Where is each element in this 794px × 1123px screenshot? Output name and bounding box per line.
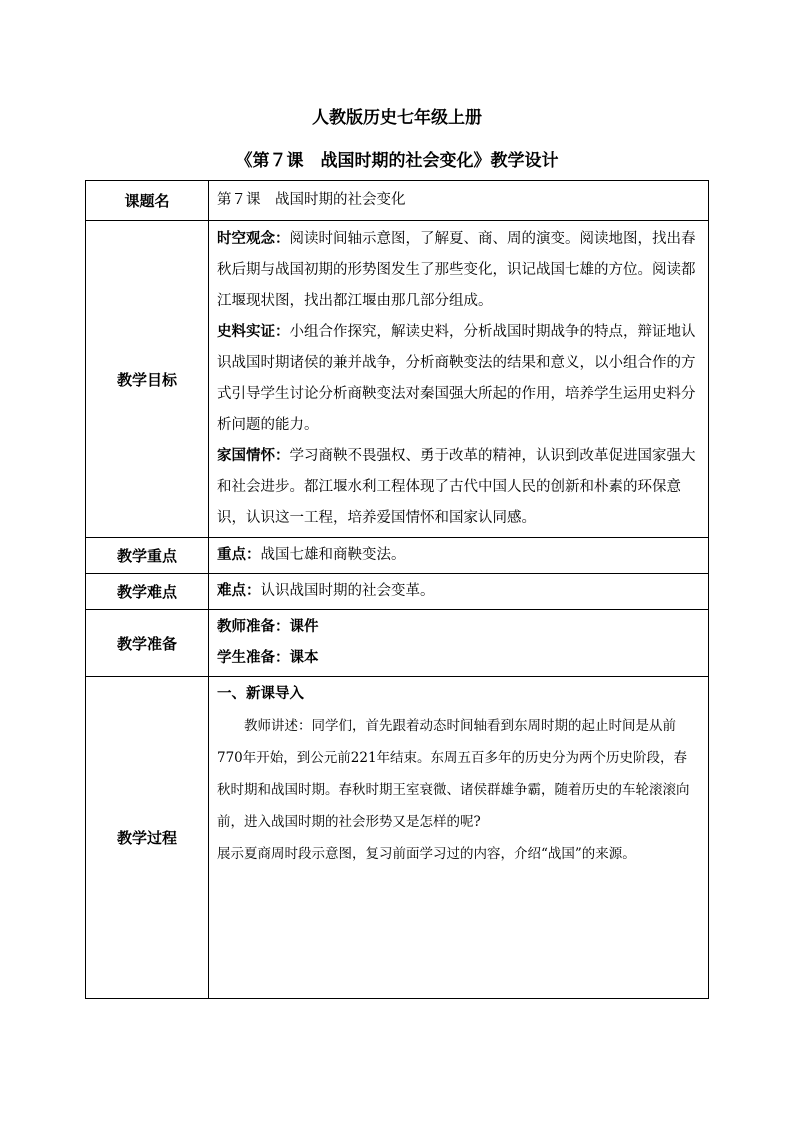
document-subtitle: 《第７课 战国时期的社会变化》教学设计 bbox=[235, 151, 559, 171]
key-point-content bbox=[209, 538, 709, 574]
row-label-topic: 课题名 bbox=[86, 181, 209, 221]
row-label-key-point: 教学重点 bbox=[86, 538, 209, 574]
goal-text: 小组合作探究，解读史料，分析战国时期战争的特点，辩证地认识战国时期诸侯的兼并战争，分析商鞅变法的结果和意义，以小组合作的方式引导学生讨论分析商鞅变法对秦国强大所起的作用，培养学生运用史料分析问题的能力。 bbox=[217, 324, 696, 433]
row-label-difficulty: 教学难点 bbox=[86, 574, 209, 610]
goal-text: 学习商鞅不畏强权、勇于改革的精神，认识到改革促进国家强大和社会进步。都江堰水利工程体现了古代中国人民的创新和朴素的环保意识，认识这一工程，培养爱国情怀和国家认同感。 bbox=[217, 448, 696, 526]
table-row bbox=[86, 574, 709, 610]
table-row bbox=[86, 181, 709, 221]
preparation-content bbox=[209, 610, 709, 677]
difficulty-text: 认识战国时期的社会变革。 bbox=[260, 583, 435, 599]
section-title: 一、新课导入 bbox=[217, 686, 304, 702]
goal-head: 家国情怀： bbox=[217, 448, 290, 464]
goals-content bbox=[209, 221, 709, 538]
table-row bbox=[86, 538, 709, 574]
row-label-preparation: 教学准备 bbox=[86, 610, 209, 677]
row-label-goals: 教学目标 bbox=[86, 221, 209, 538]
goal-item bbox=[217, 224, 700, 317]
table-row bbox=[86, 221, 709, 538]
goal-head: 时空观念： bbox=[217, 231, 290, 247]
goal-item bbox=[217, 317, 700, 441]
student-preparation: 学生准备：课本 bbox=[217, 650, 319, 666]
goal-item bbox=[217, 441, 700, 534]
process-paragraph: 展示夏商周时段示意图，复习前面学习过的内容，介绍“战国”的来源。 bbox=[217, 846, 636, 862]
difficulty-content bbox=[209, 574, 709, 610]
key-point-head: 重点： bbox=[217, 547, 261, 563]
difficulty-head: 难点： bbox=[217, 583, 261, 599]
goal-head: 史料实证： bbox=[217, 324, 290, 340]
teacher-preparation: 教师准备：课件 bbox=[217, 619, 319, 635]
table-row bbox=[86, 677, 709, 999]
row-label-process: 教学过程 bbox=[86, 677, 209, 999]
topic-value: 第７课 战国时期的社会变化 bbox=[209, 181, 709, 221]
goal-text: 阅读时间轴示意图，了解夏、商、周的演变。阅读地图，找出春秋后期与战国初期的形势图发生了那些变化，识记战国七雄的方位。阅读都江堰现状图，找出都江堰由那几部分组成。 bbox=[217, 231, 696, 309]
process-content bbox=[209, 677, 709, 999]
document-title: 人教版历史七年级上册 bbox=[312, 108, 482, 128]
process-paragraph: 教师讲述：同学们，首先跟着动态时间轴看到东周时期的起止时间是从前770年开始，到公元前221年结束。东周五百多年的历史分为两个历史阶段，春秋时期和战国时期。春秋时期王室衰微、诸侯群雄争霸，随着历史的车轮滚滚向前，进入战国时期的社会形势又是怎样的呢? bbox=[217, 718, 690, 830]
lesson-plan-table bbox=[85, 180, 709, 999]
table-row bbox=[86, 610, 709, 677]
key-point-text: 战国七雄和商鞅变法。 bbox=[260, 547, 406, 563]
